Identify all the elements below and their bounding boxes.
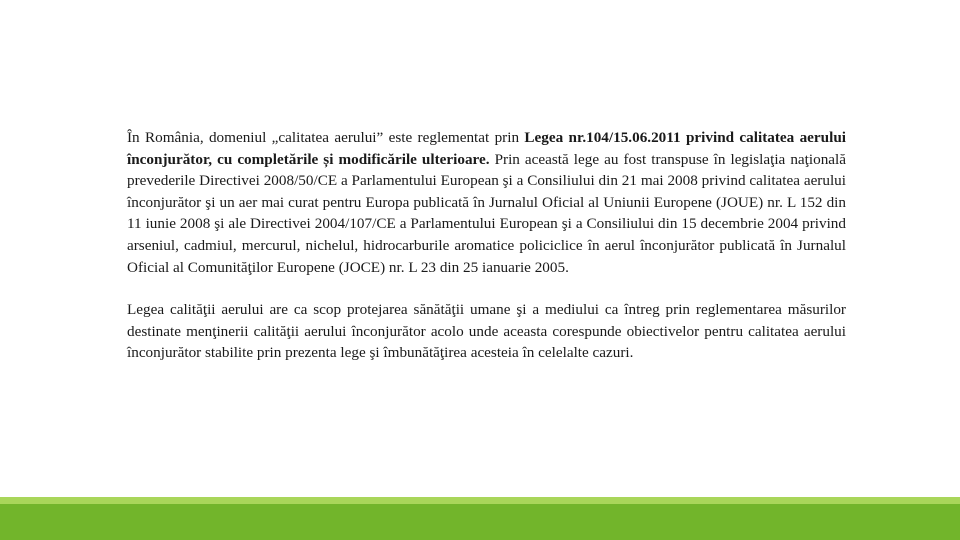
slide-body bbox=[127, 127, 846, 364]
footer-accent-strip bbox=[0, 497, 960, 504]
footer-bar bbox=[0, 504, 960, 540]
paragraph-law-purpose: Legea calităţii aerului are ca scop protejarea sănătăţii umane şi a mediului ca întreg prin reglementarea măsurilor destinate menţinerii calităţii aerului înconjurător acolo unde aceasta corespunde obiectivelor pentru calitatea aerului înconjurător stabilite prin prezenta lege şi îmbunătăţirea acesteia în celelalte cazuri. bbox=[127, 301, 846, 362]
paragraph-intro: În România, domeniul „calitatea aerului” este reglementat prin bbox=[127, 129, 525, 146]
law-title: Legea nr.104/15.06.2011 privind calitatea aerului înconjurător, cu completările și modificările ulterioare. bbox=[127, 129, 846, 168]
paragraph-air-quality-law bbox=[127, 127, 846, 278]
paragraph-transposition: Prin această lege au fost transpuse în legislaţia naţională prevederile Directivei 2008/50/CE a Parlamentului European şi a Consiliului din 21 mai 2008 privind calitatea aerului înconjurător şi un aer mai curat pentru Europa publicată în Jurnalul Oficial al Uniunii Europene (JOUE) nr. L 152 din 11 iunie 2008 şi ale Directivei 2004/107/CE a Parlamentului European şi a Consiliului din 15 decembrie 2004 privind arseniul, cadmiul, mercurul, nichelul, hidrocarburile aromatice policiclice în aerul înconjurător publicată în Jurnalul Oficial al Comunităţilor Europene (JOCE) nr. L 23 din 25 ianuarie 2005. bbox=[127, 150, 846, 276]
